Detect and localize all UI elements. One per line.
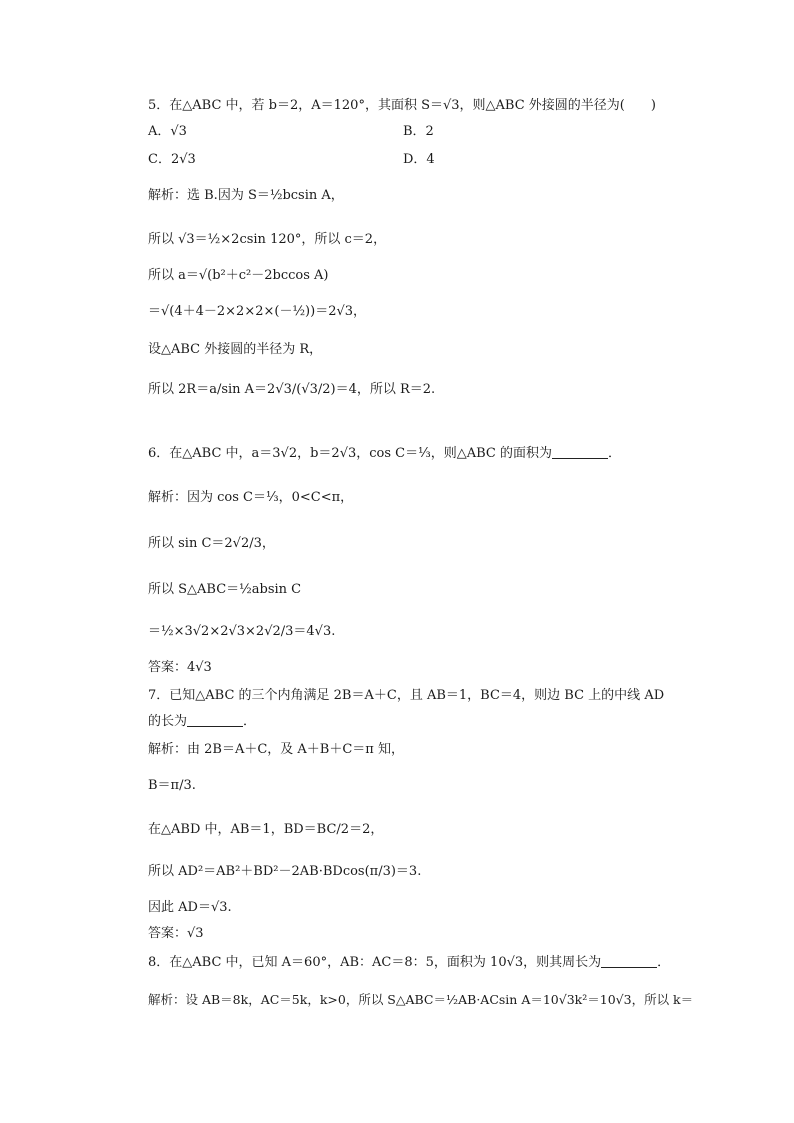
answer-blank	[187, 713, 243, 727]
problem-5-solution-line: 设△ABC 外接圆的半径为 R，	[148, 342, 323, 357]
problem-6-stem: 6．在△ABC 中，a＝3√2，b＝2√3，cos C＝⅓，则△ABC 的面积为	[148, 446, 552, 461]
problem-5-solution-line: 所以 a＝√(b²＋c²－2bccos A)	[148, 268, 329, 283]
problem-8-stem: 8．在△ABC 中，已知 A＝60°，AB：AC＝8：5，面积为 10√3，则其周长为	[148, 955, 602, 970]
problem-6-stem-end: ．	[607, 446, 621, 461]
problem-7-solution-line: 在△ABD 中，AB＝1，BD＝BC/2＝2，	[148, 822, 384, 837]
problem-7-solution-line: 解析：由 2B＝A＋C，及 A＋B＋C＝π 知，	[148, 742, 404, 757]
problem-8-stem-end: ．	[657, 955, 671, 970]
problem-5-option-a: A．√3	[148, 124, 187, 139]
problem-5-stem: 5．在△ABC 中，若 b＝2，A＝120°，其面积 S＝√3，则△ABC 外接圆的半径为( )	[148, 98, 656, 113]
answer-blank	[552, 445, 608, 459]
problem-7-solution-line: 所以 AD²＝AB²＋BD²－2AB·BDcos(π/3)＝3.	[148, 864, 422, 879]
answer-blank	[601, 954, 657, 968]
problem-7-stem2-end: ．	[243, 714, 257, 729]
problem-5-option-c: C．2√3	[148, 152, 196, 167]
problem-7-stem-line2	[148, 712, 256, 732]
problem-7-stem2: 的长为	[148, 714, 188, 729]
problem-8-solution-line: 解析：设 AB＝8k，AC＝5k，k>0，所以 S△ABC＝½AB·ACsin A＝10√3k²＝10√3，所以 k＝	[148, 992, 694, 1007]
problem-7-solution-line: B＝π/3.	[148, 778, 196, 793]
problem-6-solution-line: 解析：因为 cos C＝⅓，0<C<π，	[148, 490, 354, 505]
problem-5-option-b: B．2	[403, 124, 434, 139]
problem-5-solution-line: 所以 2R＝a/sin A＝2√3/(√3/2)＝4，所以 R＝2.	[148, 382, 436, 397]
problem-6-solution-line: ＝½×3√2×2√3×2√2/3＝4√3.	[148, 624, 336, 639]
problem-6-solution-line: 所以 S△ABC＝½absin C	[148, 582, 302, 597]
problem-5-solution-line: 所以 √3＝½×2csin 120°，所以 c＝2，	[148, 232, 387, 247]
problem-8-stem-line	[148, 953, 670, 973]
problem-5-option-d: D．4	[403, 152, 435, 167]
problem-7-stem: 7．已知△ABC 的三个内角满足 2B＝A＋C，且 AB＝1，BC＝4，则边 BC 上的中线 AD	[148, 688, 665, 703]
problem-7-solution-line: 因此 AD＝√3.	[148, 900, 232, 915]
problem-7-answer: 答案：√3	[148, 926, 204, 941]
problem-6-answer: 答案：4√3	[148, 660, 212, 675]
problem-6-stem-line	[148, 444, 621, 464]
problem-5-solution-line: ＝√(4＋4－2×2×2×(－½))＝2√3，	[148, 304, 367, 319]
problem-5-solution-line: 解析：选 B.因为 S＝½bcsin A，	[148, 188, 344, 203]
problem-6-solution-line: 所以 sin C＝2√2/3，	[148, 536, 275, 551]
